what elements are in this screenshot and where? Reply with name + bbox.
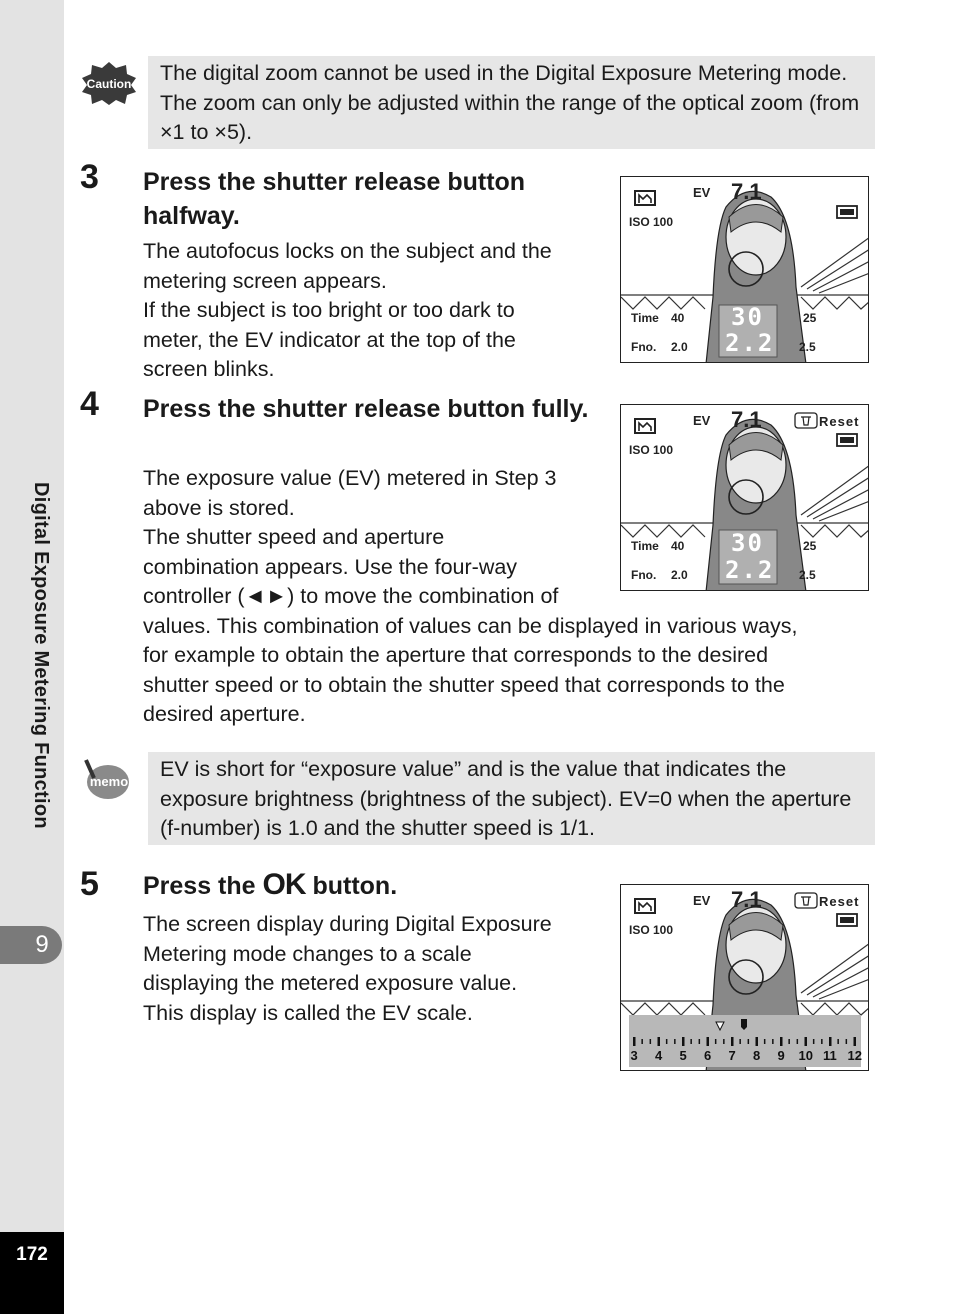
iso-label: ISO 100 <box>629 215 674 229</box>
step-3-title: Press the shutter release button halfway. <box>143 168 526 230</box>
scale-major-tick <box>682 1037 685 1046</box>
reset-label: Reset <box>819 414 860 429</box>
scale-number: 5 <box>679 1048 687 1063</box>
step-5-number: 5 <box>80 865 99 903</box>
scale-minor-tick <box>690 1039 692 1044</box>
scale-minor-tick <box>797 1039 799 1044</box>
ev-label: EV <box>693 893 711 908</box>
aperture-value: 2.2 <box>725 556 775 584</box>
text-line: The screen display during Digital Exposure <box>143 912 552 936</box>
scale-minor-tick <box>764 1039 766 1044</box>
fno-right-value: 2.5 <box>799 340 816 354</box>
ev-scale-screen <box>620 884 869 1071</box>
text-line: metering screen appears. <box>143 268 387 293</box>
iso-label: ISO 100 <box>629 923 674 937</box>
scale-minor-tick <box>788 1039 790 1044</box>
fno-left-value: 2.0 <box>671 568 688 582</box>
ev-scale-bar <box>621 885 869 1071</box>
text-line: controller (◄►) to move the combination of <box>143 584 559 608</box>
scale-minor-tick <box>699 1039 701 1044</box>
ok-button-icon: OK <box>262 868 306 901</box>
time-label: Time <box>631 539 659 553</box>
text-line: The exposure value (EV) metered in Step 3 <box>143 466 557 490</box>
scale-major-tick <box>756 1037 759 1046</box>
ev-value: 7.1 <box>731 179 762 204</box>
metering-screen-fully <box>620 404 869 591</box>
step-3-number: 3 <box>80 158 99 196</box>
ev-value: 7.1 <box>731 407 762 432</box>
time-left-value: 40 <box>671 311 685 325</box>
caution-note: The digital zoom cannot be used in the Digital Exposure Metering mode. The zoom can only be adjusted within the range of the optical zoom (from ×1 to ×5). <box>148 56 875 149</box>
scale-minor-tick <box>846 1039 848 1044</box>
scale-major-tick <box>707 1037 710 1046</box>
scale-minor-tick <box>772 1039 774 1044</box>
step-4-number: 4 <box>80 385 99 423</box>
text-line: desired aperture. <box>143 702 306 726</box>
iso-label: ISO 100 <box>629 443 674 457</box>
text-line: displaying the metered exposure value. <box>143 971 518 995</box>
fno-label: Fno. <box>631 568 657 582</box>
step-5-title-start: Press the <box>143 872 256 900</box>
caution-icon-label: Caution <box>86 77 132 91</box>
scale-minor-tick <box>813 1039 815 1044</box>
scale-number: 7 <box>728 1048 736 1063</box>
scale-major-tick <box>731 1037 734 1046</box>
step-3-body <box>143 237 552 385</box>
text-line: Metering mode changes to a scale <box>143 941 472 966</box>
scale-number: 10 <box>798 1048 813 1063</box>
text-line: for example to obtain the aperture that corresponds to the desired <box>143 643 769 667</box>
scale-major-tick <box>854 1037 857 1046</box>
scale-major-tick <box>829 1037 832 1046</box>
scale-number: 11 <box>823 1048 837 1063</box>
scale-minor-tick <box>715 1039 717 1044</box>
memo-note: EV is short for “exposure value” and is the value that indicates the exposure brightness (brightness of the subject). EV=0 when the aperture (f-number) is 1.0 and the shutter speed is 1/1. <box>148 752 875 845</box>
metering-screen-halfway <box>620 176 869 363</box>
scale-major-tick <box>780 1037 783 1046</box>
text-line: shutter speed or to obtain the shutter speed that corresponds to the <box>143 672 785 697</box>
step-5-body <box>143 910 552 1028</box>
text-line: above is stored. <box>143 495 295 520</box>
text-line: If the subject is too bright or too dark to <box>143 298 515 322</box>
scale-minor-tick <box>666 1039 668 1044</box>
time-left-value: 40 <box>671 539 685 553</box>
scale-number: 4 <box>655 1048 663 1063</box>
fno-label: Fno. <box>631 340 657 354</box>
fno-left-value: 2.0 <box>671 340 688 354</box>
caution-icon <box>80 60 138 106</box>
chapter-title: Digital Exposure Metering Function <box>30 482 52 829</box>
text-line: values. This combination of values can be displayed in various ways, <box>143 613 798 638</box>
scale-major-tick <box>658 1037 661 1046</box>
page-number: 172 <box>0 1232 64 1314</box>
scale-minor-tick <box>641 1039 643 1044</box>
scale-number: 12 <box>847 1048 862 1063</box>
ev-label: EV <box>693 413 711 428</box>
scale-minor-tick <box>739 1039 741 1044</box>
scale-minor-tick <box>837 1039 839 1044</box>
step-5-title <box>143 868 603 903</box>
scale-number: 9 <box>777 1048 785 1063</box>
text-line: meter, the EV indicator at the top of the <box>143 327 516 352</box>
time-right-value: 25 <box>803 311 817 325</box>
scale-number: 6 <box>704 1048 712 1063</box>
text-line: The shutter speed and aperture <box>143 525 445 549</box>
scale-minor-tick <box>723 1039 725 1044</box>
reset-label: Reset <box>819 894 860 909</box>
scale-minor-tick <box>674 1039 676 1044</box>
time-label: Time <box>631 311 659 325</box>
ev-label: EV <box>693 185 711 200</box>
ev-value: 7.1 <box>731 887 762 912</box>
text-line: screen blinks. <box>143 357 275 381</box>
shutter-value: 30 <box>731 529 764 557</box>
text-line: The autofocus locks on the subject and the <box>143 239 552 263</box>
step-5-title-end: button. <box>312 872 398 900</box>
text-line: This display is called the EV scale. <box>143 1000 473 1025</box>
time-right-value: 25 <box>803 539 817 553</box>
shutter-value: 30 <box>731 303 764 331</box>
fno-right-value: 2.5 <box>799 568 816 582</box>
text-line: combination appears. Use the four-way <box>143 554 518 579</box>
aperture-value: 2.2 <box>725 329 775 357</box>
scale-major-tick <box>805 1037 808 1046</box>
scale-minor-tick <box>650 1039 652 1044</box>
scale-minor-tick <box>821 1039 823 1044</box>
scale-major-tick <box>633 1037 636 1046</box>
chapter-number: 9 <box>22 926 62 964</box>
scale-number: 3 <box>630 1048 638 1063</box>
scale-minor-tick <box>748 1039 750 1044</box>
memo-icon <box>80 754 132 804</box>
scale-number: 8 <box>753 1048 761 1063</box>
step-4-title: Press the shutter release button fully. <box>143 395 589 423</box>
memo-icon-label: memo <box>89 774 129 789</box>
